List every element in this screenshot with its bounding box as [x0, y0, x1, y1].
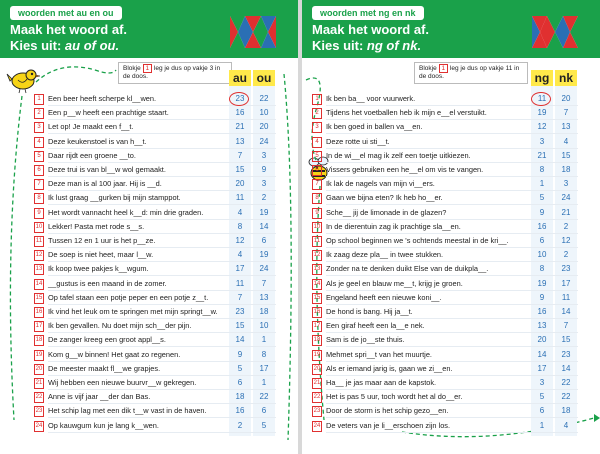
answer-option-1[interactable]: 8	[539, 264, 545, 274]
answer-option-2[interactable]: 12	[561, 236, 571, 245]
answer-option-1[interactable]: 10	[537, 250, 547, 260]
row-sentence: Wij hebben een nieuwe buurvr__w gekregen.	[48, 378, 197, 387]
row-sentence: In de dierentuin zag ik prachtige sla__en.	[326, 221, 461, 231]
row-number: 10	[34, 222, 44, 233]
answer-option-1[interactable]: 13	[235, 136, 245, 146]
row-number: 6	[34, 165, 44, 176]
answer-option-1[interactable]: 14	[537, 349, 547, 359]
answer-option-2[interactable]: 9	[261, 165, 267, 174]
answer-option-2[interactable]: 2	[563, 221, 569, 231]
answer-option-1[interactable]: 3	[539, 378, 545, 387]
row-number: 3	[312, 122, 322, 133]
exercise-row	[302, 191, 600, 205]
exercise-row	[0, 305, 298, 319]
answer-option-1[interactable]: 16	[537, 307, 547, 316]
answer-option-1[interactable]: 1	[539, 420, 545, 430]
row-number: 14	[312, 279, 322, 290]
left-hint-box: Blokje 1 leg je dus op vakje 3 in de doos.	[118, 62, 232, 84]
answer-option-1[interactable]: 2	[237, 420, 243, 430]
answer-option-1[interactable]: 20	[235, 179, 245, 189]
answer-option-1[interactable]: 12	[537, 122, 547, 132]
answer-option-1[interactable]: 6	[237, 378, 243, 387]
exercise-row	[302, 106, 600, 120]
row-sentence: Ik ben gevallen. Nu doet mijn sch__der pijn.	[48, 321, 192, 331]
answer-option-2[interactable]: 10	[259, 108, 269, 118]
answer-option-1[interactable]: 16	[235, 108, 245, 118]
left-title: Maak het woord af.	[10, 22, 128, 37]
row-number: 3	[34, 122, 44, 133]
answer-option-1[interactable]: 11	[537, 94, 547, 103]
answer-option-2[interactable]: 10	[259, 321, 269, 331]
answer-option-2[interactable]: 14	[259, 221, 269, 231]
exercise-row	[302, 248, 600, 262]
row-sentence: Deze trui is van bl__w wol gemaakt.	[48, 165, 166, 174]
row-number: 17	[34, 321, 44, 332]
answer-option-2[interactable]: 3	[563, 179, 569, 189]
answer-option-2[interactable]: 8	[261, 349, 267, 359]
answer-option-2[interactable]: 24	[259, 264, 269, 274]
row-number: 20	[34, 364, 44, 375]
row-sentence: Zonder na te denken duikt Else van de duikpla__.	[326, 264, 489, 274]
row-sentence: Ik lak de nagels van mijn vi__ers.	[326, 179, 435, 189]
row-number: 2	[34, 108, 44, 119]
answer-option-2[interactable]: 17	[561, 278, 571, 288]
right-title: Maak het woord af.	[312, 22, 430, 37]
left-topic-tag: woorden met au en ou	[10, 6, 122, 20]
row-sentence: Ha__ je jas maar aan de kapstok.	[326, 378, 437, 387]
answer-option-1[interactable]: 11	[235, 193, 245, 203]
answer-option-1[interactable]: 6	[539, 406, 545, 416]
left-subtitle-prefix: Kies uit:	[10, 38, 65, 53]
answer-option-1[interactable]: 17	[537, 363, 547, 373]
answer-option-2[interactable]: 1	[261, 335, 267, 345]
answer-option-2[interactable]: 18	[561, 406, 571, 416]
answer-option-2[interactable]: 22	[561, 392, 571, 402]
right-subtitle-options: ng of nk.	[366, 38, 422, 53]
row-number: 12	[34, 250, 44, 261]
row-number: 22	[312, 392, 322, 403]
answer-option-1[interactable]: 5	[539, 392, 545, 402]
row-sentence: Een giraf heeft een la__e nek.	[326, 321, 425, 331]
answer-option-2[interactable]: 13	[561, 122, 571, 132]
row-number: 19	[312, 350, 322, 361]
row-number: 20	[312, 364, 322, 375]
answer-option-1[interactable]: 16	[235, 406, 245, 416]
row-sentence: Anne is vijf jaar __der dan Bas.	[48, 392, 151, 402]
exercise-row	[0, 362, 298, 376]
answer-option-1[interactable]: 7	[237, 150, 243, 160]
row-number: 8	[312, 193, 322, 204]
row-number: 14	[34, 279, 44, 290]
answer-option-1[interactable]: 16	[537, 221, 547, 231]
right-hint-box: Blokje 1 leg je dus op vakje 11 in de doos.	[414, 62, 528, 84]
right-topic-tag: woorden met ng en nk	[312, 6, 424, 20]
row-sentence: De meester maakt fl__we grapjes.	[48, 363, 161, 373]
exercise-row	[302, 333, 600, 347]
example-answer-circle	[531, 92, 551, 106]
exercise-row	[302, 419, 600, 433]
exercise-row	[0, 163, 298, 177]
answer-option-2[interactable]: 14	[561, 363, 571, 373]
answer-option-1[interactable]: 9	[539, 207, 545, 217]
row-sentence: De hond is bang. Hij ja__t.	[326, 307, 413, 316]
answer-option-1[interactable]: 7	[237, 292, 243, 302]
answer-option-1[interactable]: 9	[237, 349, 243, 359]
exercise-row	[302, 404, 600, 418]
right-subtitle-prefix: Kies uit:	[312, 38, 367, 53]
row-sentence: Daar rijdt een groene __to.	[48, 150, 136, 160]
exercise-row	[302, 206, 600, 220]
exercise-row	[302, 262, 600, 276]
row-number: 19	[34, 350, 44, 361]
answer-option-1[interactable]: 19	[537, 108, 547, 118]
row-sentence: De soep is niet heet, maar l__w.	[48, 250, 154, 260]
row-sentence: Op tafel staan een potje peper en een potje z__t.	[48, 292, 209, 302]
row-number: 18	[34, 335, 44, 346]
exercise-row	[302, 319, 600, 333]
exercise-row	[0, 92, 298, 106]
answer-option-2[interactable]: 19	[259, 207, 269, 217]
exercise-row	[0, 135, 298, 149]
answer-option-1[interactable]: 3	[539, 136, 545, 146]
answer-option-2[interactable]: 2	[563, 250, 569, 260]
row-sentence: Let op! Je maakt een f__t.	[48, 122, 134, 132]
answer-option-2[interactable]: 14	[561, 307, 571, 316]
answer-option-2[interactable]: 1	[261, 378, 267, 387]
exercise-row	[0, 177, 298, 191]
answer-option-2[interactable]: 7	[563, 108, 569, 118]
answer-option-2[interactable]: 3	[261, 179, 267, 189]
answer-option-1[interactable]: 6	[539, 236, 545, 245]
answer-option-2[interactable]: 15	[561, 150, 571, 160]
row-sentence: Tijdens het voetballen heb ik mijn e__el verstuikt.	[326, 108, 487, 118]
row-number: 5	[34, 151, 44, 162]
row-number: 18	[312, 335, 322, 346]
row-sentence: Een p__w heeft een prachtige staart.	[48, 108, 169, 118]
row-sentence: Op kauwgum kun je lang k__wen.	[48, 420, 159, 430]
answer-option-2[interactable]: 13	[259, 292, 269, 302]
exercise-row	[0, 120, 298, 134]
exercise-row	[0, 376, 298, 390]
row-number: 15	[34, 293, 44, 304]
row-number: 23	[312, 406, 322, 417]
exercise-row	[302, 163, 600, 177]
row-number: 1	[312, 94, 322, 105]
exercise-row	[0, 277, 298, 291]
row-sentence: Door de storm is het schip gezo__en.	[326, 406, 449, 416]
row-number: 10	[312, 222, 322, 233]
answer-option-1[interactable]: 20	[537, 335, 547, 345]
answer-option-1[interactable]: 9	[539, 292, 545, 302]
row-number: 4	[312, 137, 322, 148]
row-number: 8	[34, 193, 44, 204]
exercise-row	[302, 291, 600, 305]
exercise-row	[0, 206, 298, 220]
exercise-row	[302, 376, 600, 390]
row-sentence: Het schip lag met een dik t__w vast in de haven.	[48, 406, 207, 416]
answer-option-1[interactable]: 18	[235, 392, 245, 402]
answer-option-2[interactable]: 18	[561, 165, 571, 174]
exercise-row	[0, 149, 298, 163]
row-number: 7	[34, 179, 44, 190]
answer-option-2[interactable]: 22	[259, 94, 269, 103]
answer-option-2[interactable]: 22	[259, 392, 269, 402]
answer-option-2[interactable]: 5	[261, 420, 267, 430]
left-col-head-1: au	[229, 70, 251, 86]
exercise-row	[302, 305, 600, 319]
answer-option-2[interactable]: 24	[561, 193, 571, 203]
answer-option-1[interactable]: 8	[237, 221, 243, 231]
exercise-row	[0, 404, 298, 418]
exercise-row	[302, 348, 600, 362]
row-number: 7	[312, 179, 322, 190]
row-sentence: Sche__ jij de limonade in de glazen?	[326, 207, 447, 217]
answer-option-2[interactable]: 2	[261, 193, 267, 203]
answer-option-2[interactable]: 18	[259, 307, 269, 316]
left-page	[0, 0, 298, 454]
right-col-head-1: ng	[531, 70, 553, 86]
row-number: 23	[34, 406, 44, 417]
answer-option-2[interactable]: 7	[563, 321, 569, 331]
example-answer-circle	[229, 92, 249, 106]
row-number: 21	[312, 378, 322, 389]
answer-option-1[interactable]: 23	[235, 307, 245, 316]
answer-option-1[interactable]: 15	[235, 165, 245, 174]
exercise-row	[0, 419, 298, 433]
exercise-row	[0, 106, 298, 120]
answer-option-1[interactable]: 5	[539, 193, 545, 203]
exercise-row	[302, 220, 600, 234]
exercise-row	[0, 333, 298, 347]
row-number: 13	[34, 264, 44, 275]
exercise-row	[302, 177, 600, 191]
answer-option-2[interactable]: 11	[561, 292, 571, 302]
row-sentence: __gustus is een maand in de zomer.	[48, 278, 167, 288]
answer-option-1[interactable]: 1	[539, 179, 545, 189]
row-number: 11	[312, 236, 322, 247]
row-number: 2	[312, 108, 322, 119]
answer-option-2[interactable]: 6	[261, 236, 267, 245]
row-number: 16	[312, 307, 322, 318]
row-number: 17	[312, 321, 322, 332]
left-subtitle-options: au of ou.	[64, 38, 120, 53]
answer-option-2[interactable]: 4	[563, 420, 569, 430]
row-sentence: Lekker! Pasta met rode s__s.	[48, 221, 145, 231]
row-sentence: Ik ben ba__ voor vuurwerk.	[326, 94, 416, 103]
row-number: 22	[34, 392, 44, 403]
row-sentence: Op school beginnen we 's ochtends meestal in de kri__.	[326, 236, 509, 245]
exercise-row	[302, 234, 600, 248]
answer-option-1[interactable]: 21	[537, 150, 547, 160]
row-number: 24	[312, 421, 322, 432]
answer-option-2[interactable]: 7	[261, 278, 267, 288]
row-number: 16	[34, 307, 44, 318]
right-page	[302, 0, 600, 454]
answer-option-1[interactable]: 4	[237, 250, 243, 260]
answer-option-2[interactable]: 17	[259, 363, 269, 373]
row-sentence: Deze rotte ui sti__t.	[326, 136, 390, 146]
answer-option-2[interactable]: 6	[261, 406, 267, 416]
exercise-row	[302, 120, 600, 134]
answer-option-1[interactable]: 13	[537, 321, 547, 331]
row-sentence: Kom g__w binnen! Het gaat zo regenen.	[48, 349, 181, 359]
exercise-row	[302, 390, 600, 404]
row-number: 4	[34, 137, 44, 148]
row-number: 21	[34, 378, 44, 389]
answer-option-1[interactable]: 4	[237, 207, 243, 217]
row-sentence: Het is pas 5 uur, toch wordt het al do__er.	[326, 392, 463, 402]
exercise-row	[0, 248, 298, 262]
answer-option-2[interactable]: 20	[259, 122, 269, 132]
row-sentence: De zanger kreeg een groot appl__s.	[48, 335, 166, 345]
exercise-row	[302, 135, 600, 149]
row-sentence: Vissers gebruiken een he__el om vis te vangen.	[326, 165, 484, 174]
exercise-row	[302, 92, 600, 106]
answer-option-2[interactable]: 20	[561, 94, 571, 103]
answer-option-1[interactable]: 5	[237, 363, 243, 373]
answer-option-2[interactable]: 19	[259, 250, 269, 260]
row-sentence: Gaan we bijna eten? Ik heb ho__er.	[326, 193, 443, 203]
row-number: 12	[312, 250, 322, 261]
row-number: 13	[312, 264, 322, 275]
row-sentence: Als er iemand jarig is, gaan we zi__en.	[326, 363, 453, 373]
right-col-head-2: nk	[555, 70, 577, 86]
exercise-row	[302, 277, 600, 291]
exercise-row	[0, 390, 298, 404]
row-sentence: Het wordt vannacht heel k__d: min drie graden.	[48, 207, 204, 217]
exercise-row	[302, 362, 600, 376]
answer-option-1[interactable]: 8	[539, 165, 545, 174]
answer-option-2[interactable]: 23	[561, 264, 571, 274]
answer-option-2[interactable]: 15	[561, 335, 571, 345]
row-sentence: Engeland heeft een nieuwe koni__.	[326, 292, 442, 302]
row-number: 11	[34, 236, 44, 247]
answer-option-1[interactable]: 17	[235, 264, 245, 274]
answer-option-2[interactable]: 22	[561, 378, 571, 387]
row-sentence: Ik zaag deze pla__ in twee stukken.	[326, 250, 444, 260]
exercise-row	[0, 234, 298, 248]
row-number: 1	[34, 94, 44, 105]
answer-option-1[interactable]: 14	[235, 335, 245, 345]
row-number: 5	[312, 151, 322, 162]
answer-option-2[interactable]: 4	[563, 136, 569, 146]
row-sentence: Een beer heeft scherpe kl__wen.	[48, 94, 157, 103]
row-number: 24	[34, 421, 44, 432]
answer-option-1[interactable]: 21	[235, 122, 245, 132]
row-sentence: Tussen 12 en 1 uur is het p__ze.	[48, 236, 156, 245]
answer-option-2[interactable]: 3	[261, 150, 267, 160]
answer-option-2[interactable]: 24	[259, 136, 269, 146]
exercise-row	[0, 291, 298, 305]
row-sentence: Mehmet spri__t van het muurtje.	[326, 349, 432, 359]
row-sentence: Sam is de jo__ste thuis.	[326, 335, 405, 345]
row-sentence: Deze man is al 100 jaar. Hij is __d.	[48, 179, 162, 189]
row-sentence: Ik koop twee pakjes k__wgum.	[48, 264, 149, 274]
answer-option-1[interactable]: 11	[235, 278, 245, 288]
row-number: 9	[34, 208, 44, 219]
answer-option-1[interactable]: 23	[235, 94, 245, 103]
answer-option-2[interactable]: 21	[561, 207, 571, 217]
row-number: 9	[312, 208, 322, 219]
row-sentence: Ik vind het leuk om te springen met mijn springt__w.	[48, 307, 218, 316]
exercise-row	[0, 262, 298, 276]
row-sentence: Ik ben goed in ballen va__en.	[326, 122, 423, 132]
answer-option-2[interactable]: 23	[561, 349, 571, 359]
exercise-row	[0, 319, 298, 333]
row-number: 15	[312, 293, 322, 304]
left-col-head-2: ou	[253, 70, 275, 86]
row-sentence: Ik lust graag __gurken bij mijn stamppot.	[48, 193, 181, 203]
row-sentence: De veters van je li__erschoen zijn los.	[326, 420, 451, 430]
row-sentence: In de wi__el mag ik zelf een toetje uitkiezen.	[326, 150, 471, 160]
exercise-row	[0, 348, 298, 362]
answer-option-1[interactable]: 15	[235, 321, 245, 331]
exercise-row	[302, 149, 600, 163]
answer-option-1[interactable]: 19	[537, 278, 547, 288]
exercise-row	[0, 191, 298, 205]
row-number: 6	[312, 165, 322, 176]
row-sentence: Als je geel en blauw me__t, krijg je groen.	[326, 278, 463, 288]
exercise-row	[0, 220, 298, 234]
answer-option-1[interactable]: 12	[235, 236, 245, 245]
row-sentence: Deze keukenstoel is van h__t.	[48, 136, 147, 146]
